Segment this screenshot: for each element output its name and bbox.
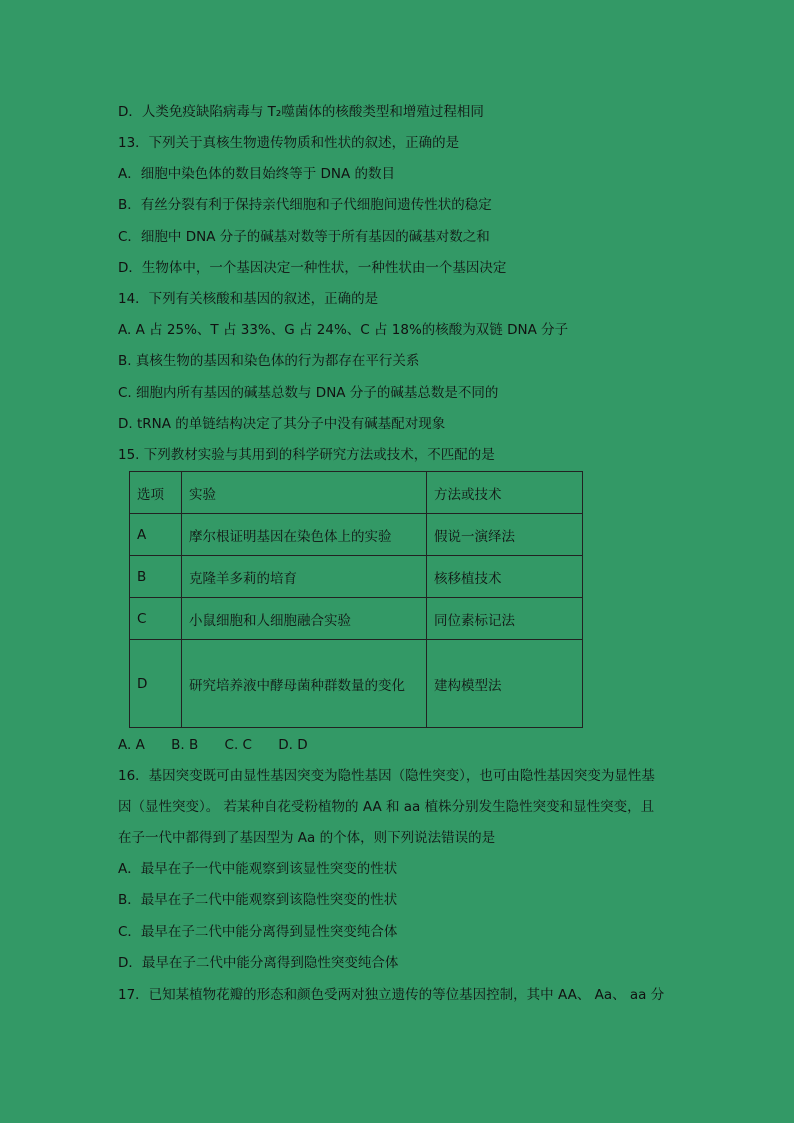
table-cell: D (130, 640, 182, 728)
q14-stem: 14．下列有关核酸和基因的叙述，正确的是 (118, 291, 379, 307)
q14-option-a: A. A 占 25%、T 占 33%、G 占 24%、C 占 18%的核酸为双链 DNA 分子 (118, 322, 569, 338)
table-header-cell: 方法或技术 (427, 472, 583, 514)
table-row (130, 556, 583, 598)
q15-option-d: D. D (278, 737, 308, 753)
table-cell: 同位素标记法 (427, 598, 583, 640)
q16-option-a: A．最早在子一代中能观察到该显性突变的性状 (118, 861, 398, 877)
table-cell: 研究培养液中酵母菌种群数量的变化 (182, 640, 427, 728)
q16-stem-line3: 在子一代中都得到了基因型为 Aa 的个体，则下列说法错误的是 (118, 830, 496, 846)
table-header-cell: 实验 (182, 472, 427, 514)
table-header-row (130, 472, 583, 514)
q15-option-a: A. A (118, 737, 145, 753)
q14-option-d: D. tRNA 的单链结构决定了其分子中没有碱基配对现象 (118, 416, 446, 432)
q17-stem: 17．已知某植物花瓣的形态和颜色受两对独立遗传的等位基因控制，其中 AA、 Aa、 aa 分 (118, 987, 665, 1003)
table-cell: 建构模型法 (427, 640, 583, 728)
q15-table (129, 471, 583, 728)
table-cell: 假说一演绎法 (427, 514, 583, 556)
table-row (130, 640, 583, 728)
q16-option-d: D．最早在子二代中能分离得到隐性突变纯合体 (118, 955, 399, 971)
table-row (130, 514, 583, 556)
q16-option-c: C．最早在子二代中能分离得到显性突变纯合体 (118, 924, 398, 940)
table-cell: 核移植技术 (427, 556, 583, 598)
q15-stem: 15. 下列教材实验与其用到的科学研究方法或技术，不匹配的是 (118, 447, 495, 463)
table-cell: 摩尔根证明基因在染色体上的实验 (182, 514, 427, 556)
q16-option-b: B．最早在子二代中能观察到该隐性突变的性状 (118, 892, 398, 908)
q16-stem-line2: 因（显性突变）。 若某种自花受粉植物的 AA 和 aa 植株分别发生隐性突变和显性突变，且 (118, 799, 655, 815)
table-header-cell: 选项 (130, 472, 182, 514)
q15-options (118, 736, 330, 754)
table-row (130, 598, 583, 640)
q13-stem: 13．下列关于真核生物遗传物质和性状的叙述，正确的是 (118, 135, 460, 151)
q14-option-b: B. 真核生物的基因和染色体的行为都存在平行关系 (118, 353, 420, 369)
table-cell: 小鼠细胞和人细胞融合实验 (182, 598, 427, 640)
q15-option-c: C. C (224, 737, 252, 753)
q15-option-b: B. B (171, 737, 199, 753)
q13-option-c: C．细胞中 DNA 分子的碱基对数等于所有基因的碱基对数之和 (118, 229, 490, 245)
table-cell: C (130, 598, 182, 640)
table-cell: 克隆羊多莉的培育 (182, 556, 427, 598)
q13-option-a: A．细胞中染色体的数目始终等于 DNA 的数目 (118, 166, 396, 182)
q13-option-d: D．生物体中，一个基因决定一种性状，一种性状由一个基因决定 (118, 260, 507, 276)
q16-stem-line1: 16．基因突变既可由显性基因突变为隐性基因（隐性突变），也可由隐性基因突变为显性基 (118, 768, 655, 784)
table-cell: A (130, 514, 182, 556)
q14-option-c: C. 细胞内所有基因的碱基总数与 DNA 分子的碱基总数是不同的 (118, 385, 499, 401)
table-cell: B (130, 556, 182, 598)
q12-option-d: D．人类免疫缺陷病毒与 T₂噬菌体的核酸类型和增殖过程相同 (118, 104, 484, 120)
q13-option-b: B．有丝分裂有利于保持亲代细胞和子代细胞间遗传性状的稳定 (118, 197, 492, 213)
